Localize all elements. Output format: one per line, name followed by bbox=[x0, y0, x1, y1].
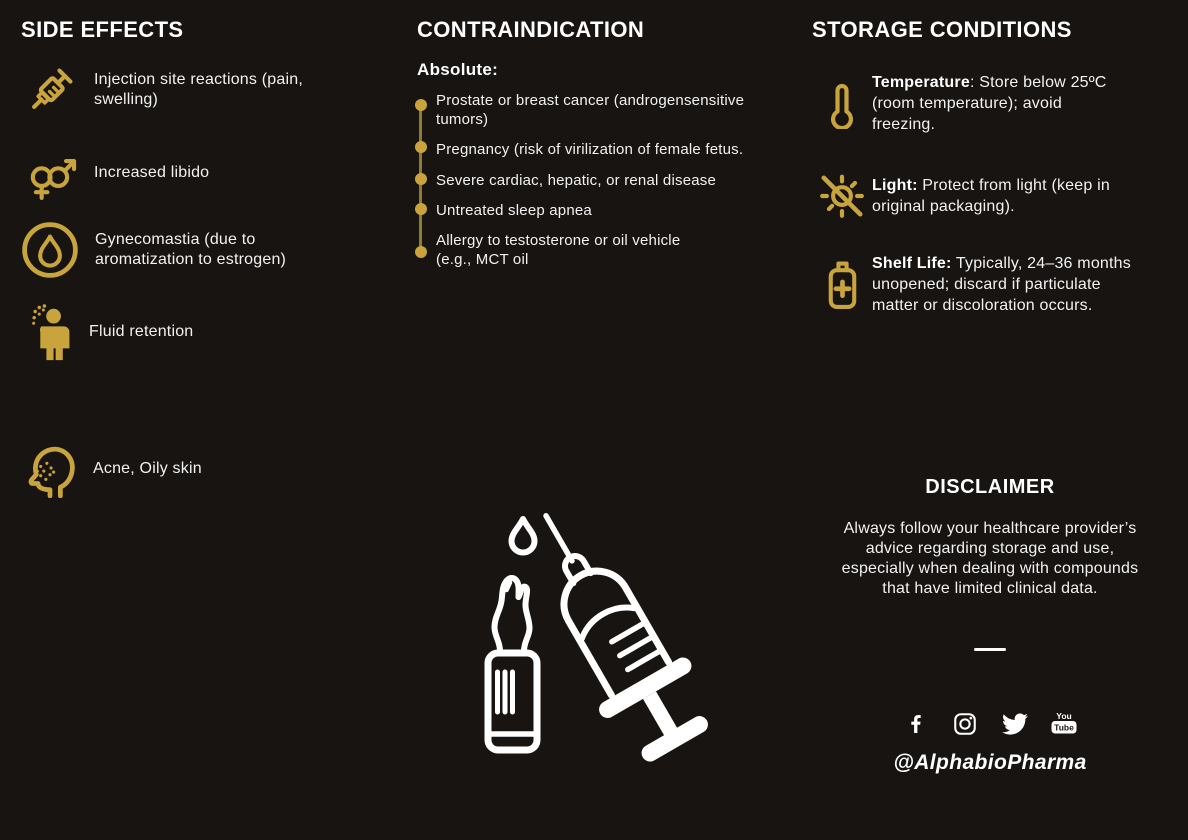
storage-item-text: : Store below 25ºC (room temperature); avoid freezing. bbox=[872, 74, 1107, 133]
side-effect-item bbox=[24, 145, 209, 201]
storage-item-text: Protect from light (keep in original packaging). bbox=[872, 177, 1110, 215]
side-effect-item bbox=[23, 440, 202, 498]
social-handle: @AlphabioPharma bbox=[893, 751, 1087, 774]
side-effect-item bbox=[24, 62, 339, 118]
side-effect-item bbox=[21, 221, 330, 279]
contraindication-item: Prostate or breast cancer (androgensensitive tumors) bbox=[436, 92, 745, 128]
storage-item-label: Temperature bbox=[872, 74, 970, 91]
youtube-icon[interactable] bbox=[1048, 708, 1080, 740]
no-light-icon bbox=[812, 171, 872, 221]
gender-symbols-icon bbox=[24, 146, 78, 200]
svg-text:Tube: Tube bbox=[1054, 722, 1074, 733]
storage-item bbox=[812, 253, 1144, 316]
thermometer-icon bbox=[812, 83, 872, 129]
instagram-icon[interactable] bbox=[949, 708, 981, 740]
side-effect-label: Increased libido bbox=[94, 164, 210, 181]
contraindication-subtitle: Absolute: bbox=[417, 60, 499, 79]
storage-item-label: Light: bbox=[872, 177, 918, 194]
disclaimer-title: DISCLAIMER bbox=[925, 476, 1055, 498]
side-effect-label: Gynecomastia (due to aromatization to estrogen) bbox=[95, 231, 287, 268]
bullet-dot bbox=[415, 246, 427, 258]
storage-conditions-title: STORAGE CONDITIONS bbox=[812, 17, 1072, 42]
disclaimer-text: Always follow your healthcare provider’s advice regarding storage and use, especially when dealing with compounds that have limited clinical data. bbox=[841, 520, 1139, 597]
side-effect-item bbox=[27, 303, 193, 361]
bullet-dot bbox=[415, 173, 427, 185]
contraindication-item: Allergy to testosterone or oil vehicle (e.g., MCT oil bbox=[436, 232, 681, 268]
droplet-circle-icon bbox=[21, 221, 79, 279]
social-links bbox=[900, 708, 1080, 740]
contraindication-item: Untreated sleep apnea bbox=[436, 202, 592, 219]
ampoule-syringe-illustration bbox=[440, 470, 760, 790]
medicine-bottle-icon bbox=[812, 261, 872, 310]
acne-face-icon bbox=[23, 440, 77, 498]
side-effect-label: Injection site reactions (pain, swelling) bbox=[94, 71, 303, 108]
storage-item bbox=[812, 175, 1130, 221]
side-effect-label: Fluid retention bbox=[89, 323, 194, 340]
svg-text:You: You bbox=[1056, 711, 1072, 721]
storage-item-text: Typically, 24–36 months unopened; discard if particulate matter or discoloration occurs. bbox=[872, 255, 1131, 314]
side-effect-label: Acne, Oily skin bbox=[93, 460, 202, 477]
storage-item bbox=[812, 72, 1112, 135]
bullet-dot bbox=[415, 203, 427, 215]
contraindication-item: Severe cardiac, hepatic, or renal disease bbox=[436, 172, 717, 189]
person-sweating-icon bbox=[27, 304, 73, 361]
facebook-icon[interactable] bbox=[900, 708, 932, 740]
syringe-icon bbox=[24, 63, 78, 117]
side-effects-title: SIDE EFFECTS bbox=[21, 17, 184, 42]
bullet-dot bbox=[415, 99, 427, 111]
twitter-icon[interactable] bbox=[999, 708, 1031, 740]
bullet-dot bbox=[415, 141, 427, 153]
contraindication-title: CONTRAINDICATION bbox=[417, 17, 645, 42]
divider-dash bbox=[974, 648, 1006, 651]
contraindication-item: Pregnancy (risk of virilization of female fetus. bbox=[436, 141, 744, 158]
storage-item-label: Shelf Life: bbox=[872, 255, 952, 272]
